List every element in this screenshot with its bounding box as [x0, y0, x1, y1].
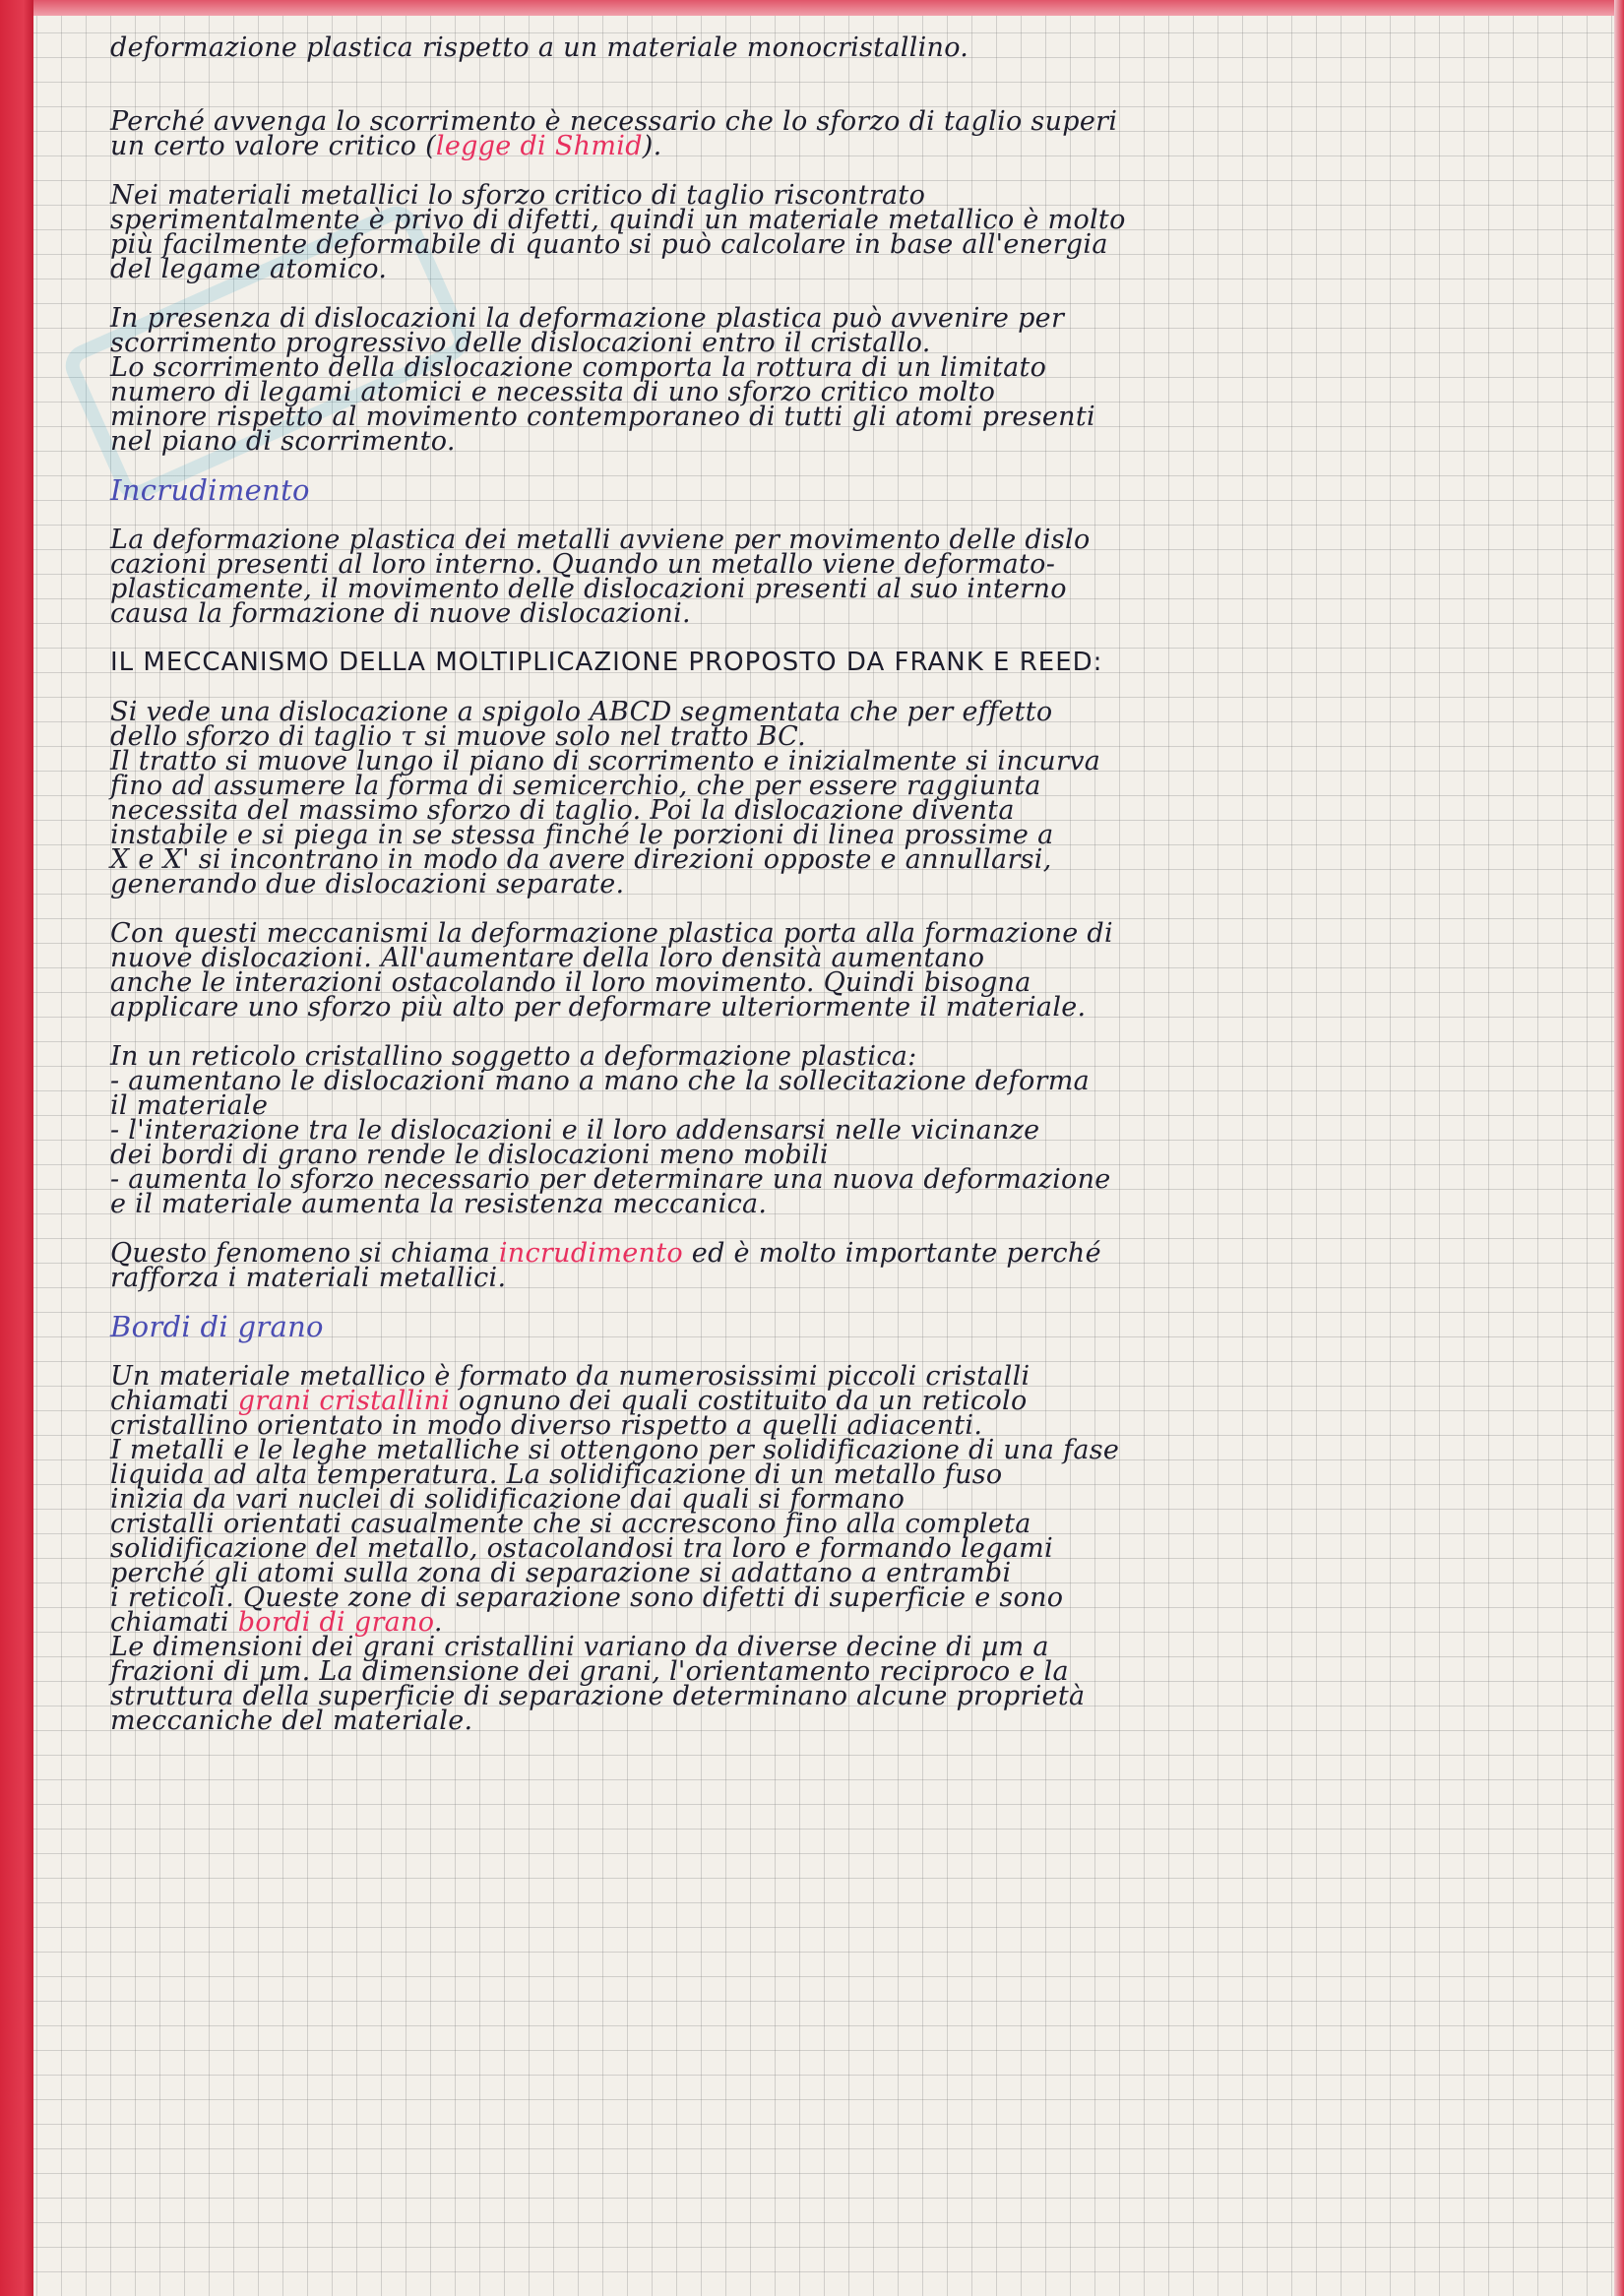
list-item: e il materiale aumenta la resistenza meccanica. — [110, 1189, 768, 1219]
text-line: liquida ad alta temperatura. La solidificazione di un metallo fuso — [110, 1459, 1003, 1490]
frank-reed-title: IL MECCANISMO DELLA MOLTIPLICAZIONE PROPOSTO DA FRANK E REED: — [110, 648, 1103, 677]
text-line: nel piano di scorrimento. — [110, 426, 456, 457]
text-line: fino ad assumere la forma di semicerchio, che per essere raggiunta — [110, 771, 1041, 801]
text-line: sperimentalmente è privo di difetti, quindi un materiale metallico è molto — [110, 205, 1126, 235]
highlight-term: grani cristallini — [237, 1386, 451, 1416]
text-line: generando due dislocazioni separate. — [110, 869, 625, 900]
notebook-binding — [0, 0, 33, 2296]
text-line: struttura della superficie di separazione determinano alcune proprietà — [110, 1681, 1086, 1711]
text-line: Perché avvenga lo scorrimento è necessario che lo sforzo di taglio superi — [110, 106, 1118, 137]
text-line: In presenza di dislocazioni la deformazione plastica può avvenire per — [110, 303, 1065, 334]
text-line: La deformazione plastica dei metalli avviene per movimento delle dislo — [110, 525, 1091, 555]
highlight-term: incrudimento — [498, 1238, 683, 1269]
text-line: applicare uno sforzo più alto per deformare ulteriormente il materiale. — [110, 992, 1087, 1023]
text-line: necessita del massimo sforzo di taglio. Poi la dislocazione diventa — [110, 795, 1015, 826]
text-line: più facilmente deformabile di quanto si può calcolare in base all'energia — [110, 229, 1108, 260]
text-line: In un reticolo cristallino soggetto a deformazione plastica: — [110, 1041, 917, 1072]
text-line: X e X' si incontrano in modo da avere direzioni opposte e annullarsi, — [110, 844, 1052, 875]
text-line: Questo fenomeno si chiama incrudimento ed è molto importante perché — [110, 1238, 1101, 1269]
text-line: numero di legami atomici e necessita di uno sforzo critico molto — [110, 377, 996, 407]
text-line: solidificazione del metallo, ostacolandosi tra loro e formando legami — [110, 1533, 1054, 1564]
text-line: anche le interazioni ostacolando il loro movimento. Quindi bisogna — [110, 967, 1031, 998]
text-line: Le dimensioni dei grani cristallini variano da diverse decine di µm a — [110, 1632, 1049, 1662]
text-line: cazioni presenti al loro interno. Quando un metallo viene deformato- — [110, 549, 1056, 580]
text-line: perché gli atomi sulla zona di separazione si adattano a entrambi — [110, 1558, 1012, 1588]
list-item: dei bordi di grano rende le dislocazioni meno mobili — [110, 1140, 829, 1170]
text-line: un certo valore critico (legge di Shmid). — [110, 131, 662, 161]
section-heading-bordi-di-grano: Bordi di grano — [110, 1310, 324, 1343]
text-line: Lo scorrimento della dislocazione comporta la rottura di un limitato — [110, 352, 1047, 383]
text-line: rafforza i materiali metallici. — [110, 1263, 507, 1293]
text-line: Con questi meccanismi la deformazione plastica porta alla formazione di — [110, 918, 1113, 949]
text-line: i reticoli. Queste zone di separazione sono difetti di superficie e sono — [110, 1582, 1064, 1613]
text-line: frazioni di µm. La dimensione dei grani, l'orientamento reciproco e la — [110, 1656, 1069, 1687]
text-line: nuove dislocazioni. All'aumentare della loro densità aumentano — [110, 943, 985, 973]
text-line: minore rispetto al movimento contemporaneo di tutti gli atomi presenti — [110, 402, 1095, 432]
page-top-edge — [0, 0, 1624, 16]
text-line: Il tratto si muove lungo il piano di scorrimento e inizialmente si incurva — [110, 746, 1101, 776]
text-line: inizia da vari nuclei di solidificazione dai quali si formano — [110, 1484, 906, 1515]
text-line: del legame atomico. — [110, 254, 388, 284]
text-line: scorrimento progressivo delle dislocazioni entro il cristallo. — [110, 328, 931, 358]
text-line: cristalli orientati casualmente che si accrescono fino alla completa — [110, 1509, 1031, 1539]
list-item: - aumenta lo sforzo necessario per determinare una nuova deformazione — [110, 1164, 1111, 1195]
text-line: meccaniche del materiale. — [110, 1706, 473, 1736]
text-line: causa la formazione di nuove dislocazioni. — [110, 598, 691, 629]
text-line: dello sforzo di taglio τ si muove solo nel tratto BC. — [110, 721, 807, 752]
text-line: chiamati grani cristallini ognuno dei quali costituito da un reticolo — [110, 1386, 1028, 1416]
text-line: plasticamente, il movimento delle dislocazioni presenti al suo interno — [110, 574, 1067, 604]
list-item: - l'interazione tra le dislocazioni e il loro addensarsi nelle vicinanze — [110, 1115, 1040, 1146]
text-line: instabile e si piega in se stessa finché le porzioni di linea prossime a — [110, 820, 1054, 850]
text-line: Un materiale metallico è formato da numerosissimi piccoli cristalli — [110, 1361, 1031, 1392]
text-line: Si vede una dislocazione a spigolo ABCD segmentata che per effetto — [110, 697, 1053, 727]
handwritten-notes — [110, 32, 1587, 1736]
section-heading-incrudimento: Incrudimento — [110, 473, 310, 507]
highlight-term: legge di Shmid — [435, 131, 643, 161]
text-line: chiamati bordi di grano. — [110, 1607, 443, 1638]
list-item: il materiale — [110, 1090, 269, 1121]
page-right-edge — [1614, 0, 1624, 2296]
text-line: deformazione plastica rispetto a un materiale monocristallino. — [110, 32, 969, 63]
highlight-term: bordi di grano — [237, 1607, 434, 1638]
list-item: - aumentano le dislocazioni mano a mano che la sollecitazione deforma — [110, 1066, 1091, 1096]
text-line: Nei materiali metallici lo sforzo critico di taglio riscontrato — [110, 180, 926, 211]
text-line: I metalli e le leghe metalliche si ottengono per solidificazione di una fase — [110, 1435, 1120, 1465]
text-line: cristallino orientato in modo diverso rispetto a quelli adiacenti. — [110, 1410, 983, 1441]
